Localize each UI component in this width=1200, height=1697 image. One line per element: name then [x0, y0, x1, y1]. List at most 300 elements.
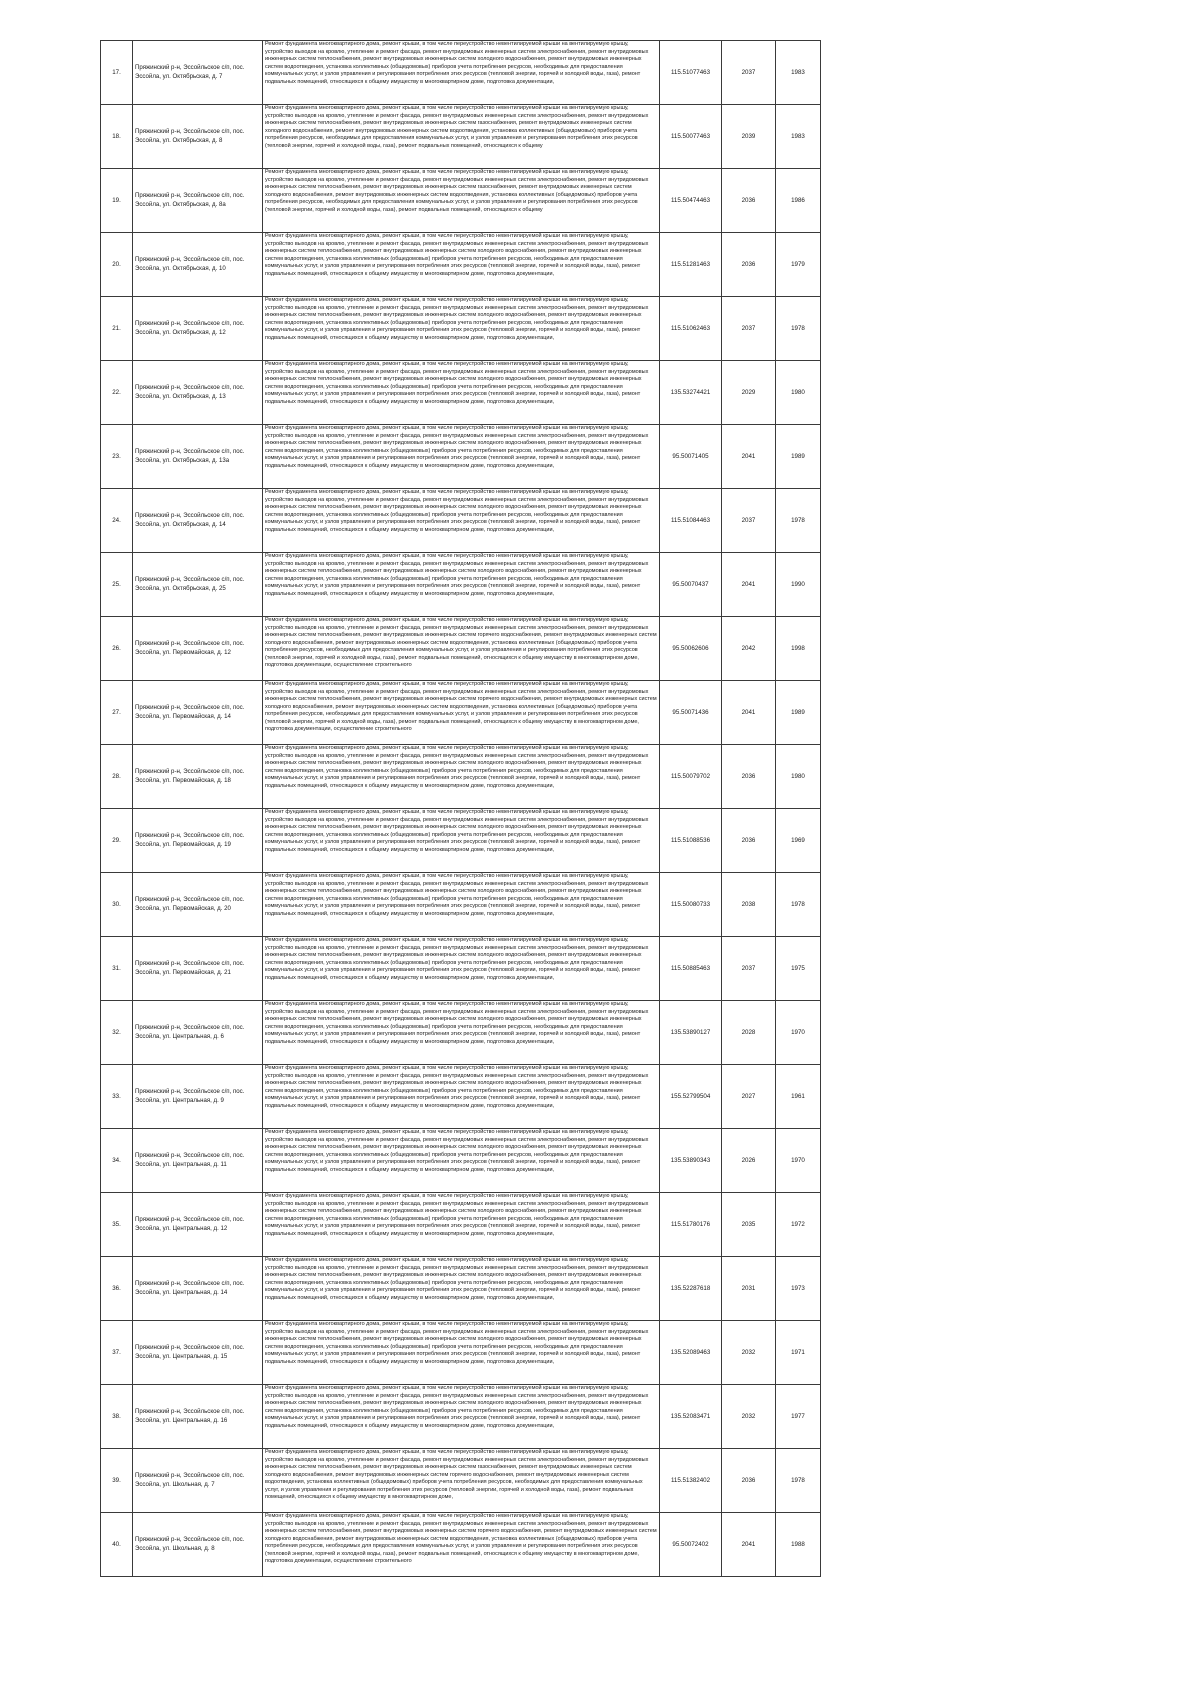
table-row — [101, 873, 821, 937]
planned-year-cell — [722, 425, 776, 489]
row-year-planned: 2029 — [741, 389, 756, 396]
address-cell — [133, 1385, 263, 1449]
built-year-cell — [776, 937, 821, 1001]
row-address: Пряжинский р-н, Эссойльское с/п, пос. Эссойла, ул. Первомайская, д. 21 — [135, 960, 245, 976]
row-number-cell — [101, 681, 133, 745]
table-row — [101, 1193, 821, 1257]
row-works: Ремонт фундамента многоквартирного дома, ремонт крыши, в том числе переустройство невентилируемой крыши на вентилируемую крышу, устройство выходов на кровлю, утепление и ремонт фасада, ремонт внутридомовых инженерных систем электроснабжения, ремонт внутридомовых инженерных систем теплоснабжения, ремонт внутридомовых инженерных систем холодного водоснабжения, ремонт внутридомовых инженерных систем водоотведения, установка коллективных (общедомовых) приборов учета потребления ресурсов, необходимых для предоставления коммунальных услуг, и узлов управления и регулирования потребления этих ресурсов (тепловой энергии, горячей и холодной воды, газа), ремонт подвальных помещений, относящихся к общему имуществу в многоквартирном доме, подготовка документации, — [265, 937, 649, 981]
row-value: 115.50474463 — [670, 197, 711, 204]
row-year-built: 1971 — [791, 1349, 805, 1356]
works-cell — [263, 553, 660, 617]
planned-year-cell — [722, 553, 776, 617]
row-works: Ремонт фундамента многоквартирного дома, ремонт крыши, в том числе переустройство невентилируемой крыши на вентилируемую крышу, устройство выходов на кровлю, утепление и ремонт фасада, ремонт внутридомовых инженерных систем электроснабжения, ремонт внутридомовых инженерных систем теплоснабжения, ремонт внутридомовых инженерных систем холодного водоснабжения, ремонт внутридомовых инженерных систем водоотведения, установка коллективных (общедомовых) приборов учета потребления ресурсов, необходимых для предоставления коммунальных услуг, и узлов управления и регулирования потребления этих ресурсов (тепловой энергии, горячей и холодной воды, газа), ремонт подвальных помещений, относящихся к общему имуществу в многоквартирном доме, подготовка документации, — [265, 1385, 649, 1429]
address-cell — [133, 1449, 263, 1513]
row-year-built: 1972 — [791, 1221, 805, 1228]
row-works: Ремонт фундамента многоквартирного дома, ремонт крыши, в том числе переустройство невентилируемой крыши на вентилируемую крышу, устройство выходов на кровлю, утепление и ремонт фасада, ремонт внутридомовых инженерных систем электроснабжения, ремонт внутридомовых инженерных систем теплоснабжения, ремонт внутридомовых инженерных систем холодного водоснабжения, ремонт внутридомовых инженерных систем водоотведения, установка коллективных (общедомовых) приборов учета потребления ресурсов, необходимых для предоставления коммунальных услуг, и узлов управления и регулирования потребления этих ресурсов (тепловой энергии, горячей и холодной воды, газа), ремонт подвальных помещений, относящихся к общему имуществу в многоквартирном доме, подготовка документации, — [265, 297, 649, 341]
row-number: 19. — [112, 197, 121, 204]
address-cell — [133, 361, 263, 425]
works-cell — [263, 1513, 660, 1577]
planned-year-cell — [722, 1513, 776, 1577]
planned-year-cell — [722, 1449, 776, 1513]
row-value: 135.52287618 — [670, 1285, 711, 1292]
row-works: Ремонт фундамента многоквартирного дома, ремонт крыши, в том числе переустройство невентилируемой крыши на вентилируемую крышу, устройство выходов на кровлю, утепление и ремонт фасада, ремонт внутридомовых инженерных систем электроснабжения, ремонт внутридомовых инженерных систем теплоснабжения, ремонт внутридомовых инженерных систем горячего водоснабжения, ремонт внутридомовых инженерных систем холодного водоснабжения, ремонт внутридомовых инженерных систем водоотведения, установка коллективных (общедомовых) приборов учета потребления ресурсов, необходимых для предоставления коммунальных услуг, и узлов управления и регулирования потребления этих ресурсов (тепловой энергии, горячей и холодной воды, газа), ремонт подвальных помещений, относящихся к общему имуществу в многоквартирном доме, подготовка документации, осуществление строительного — [265, 617, 657, 668]
table-row — [101, 553, 821, 617]
row-works: Ремонт фундамента многоквартирного дома, ремонт крыши, в том числе переустройство невентилируемой крыши на вентилируемую крышу, устройство выходов на кровлю, утепление и ремонт фасада, ремонт внутридомовых инженерных систем электроснабжения, ремонт внутридомовых инженерных систем теплоснабжения, ремонт внутридомовых инженерных систем холодного водоснабжения, ремонт внутридомовых инженерных систем водоотведения, установка коллективных (общедомовых) приборов учета потребления ресурсов, необходимых для предоставления коммунальных услуг, и узлов управления и регулирования потребления этих ресурсов (тепловой энергии, горячей и холодной воды, газа), ремонт подвальных помещений, относящихся к общему имуществу в многоквартирном доме, подготовка документации, — [265, 1321, 649, 1365]
built-year-cell — [776, 169, 821, 233]
built-year-cell — [776, 553, 821, 617]
table-row — [101, 1129, 821, 1193]
row-works: Ремонт фундамента многоквартирного дома, ремонт крыши, в том числе переустройство невентилируемой крыши на вентилируемую крышу, устройство выходов на кровлю, утепление и ремонт фасада, ремонт внутридомовых инженерных систем электроснабжения, ремонт внутридомовых инженерных систем теплоснабжения, ремонт внутридомовых инженерных систем холодного водоснабжения, ремонт внутридомовых инженерных систем водоотведения, установка коллективных (общедомовых) приборов учета потребления ресурсов, необходимых для предоставления коммунальных услуг, и узлов управления и регулирования потребления этих ресурсов (тепловой энергии, горячей и холодной воды, газа), ремонт подвальных помещений, относящихся к общему имуществу в многоквартирном доме, подготовка документации, — [265, 489, 649, 533]
row-address: Пряжинский р-н, Эссойльское с/п, пос. Эссойла, ул. Центральная, д. 15 — [135, 1344, 245, 1360]
row-year-planned: 2036 — [741, 197, 756, 204]
address-cell — [133, 1001, 263, 1065]
row-number: 31. — [112, 965, 121, 972]
address-cell — [133, 681, 263, 745]
built-year-cell — [776, 233, 821, 297]
row-year-built: 1979 — [791, 261, 805, 268]
address-cell — [133, 169, 263, 233]
row-works: Ремонт фундамента многоквартирного дома, ремонт крыши, в том числе переустройство невентилируемой крыши на вентилируемую крышу, устройство выходов на кровлю, утепление и ремонт фасада, ремонт внутридомовых инженерных систем электроснабжения, ремонт внутридомовых инженерных систем теплоснабжения, ремонт внутридомовых инженерных систем холодного водоснабжения, ремонт внутридомовых инженерных систем водоотведения, установка коллективных (общедомовых) приборов учета потребления ресурсов, необходимых для предоставления коммунальных услуг, и узлов управления и регулирования потребления этих ресурсов (тепловой энергии, горячей и холодной воды, газа), ремонт подвальных помещений, относящихся к общему имуществу в многоквартирном доме, подготовка документации, — [265, 1193, 649, 1237]
table-row — [101, 1385, 821, 1449]
address-cell — [133, 1321, 263, 1385]
row-year-built: 1973 — [791, 1285, 805, 1292]
address-cell — [133, 1065, 263, 1129]
row-address: Пряжинский р-н, Эссойльское с/п, пос. Эссойла, ул. Центральная, д. 12 — [135, 1216, 245, 1232]
built-year-cell — [776, 1129, 821, 1193]
table-row — [101, 1321, 821, 1385]
row-number-cell — [101, 233, 133, 297]
row-works: Ремонт фундамента многоквартирного дома, ремонт крыши, в том числе переустройство невентилируемой крыши на вентилируемую крышу, устройство выходов на кровлю, утепление и ремонт фасада, ремонт внутридомовых инженерных систем электроснабжения, ремонт внутридомовых инженерных систем теплоснабжения, ремонт внутридомовых инженерных систем холодного водоснабжения, ремонт внутридомовых инженерных систем водоотведения, установка коллективных (общедомовых) приборов учета потребления ресурсов, необходимых для предоставления коммунальных услуг, и узлов управления и регулирования потребления этих ресурсов (тепловой энергии, горячей и холодной воды, газа), ремонт подвальных помещений, относящихся к общему имуществу в многоквартирном доме, подготовка документации, — [265, 553, 649, 597]
row-number-cell — [101, 105, 133, 169]
value-cell — [660, 1257, 722, 1321]
value-cell — [660, 1065, 722, 1129]
row-year-built: 1989 — [791, 453, 805, 460]
row-value: 135.52083471 — [670, 1413, 711, 1420]
row-value: 135.52089463 — [670, 1349, 711, 1356]
row-year-planned: 2036 — [741, 1477, 756, 1484]
table-row — [101, 425, 821, 489]
row-address: Пряжинский р-н, Эссойльское с/п, пос. Эссойла, ул. Октябрьская, д. 13а — [135, 448, 245, 464]
row-works: Ремонт фундамента многоквартирного дома, ремонт крыши, в том числе переустройство невентилируемой крыши на вентилируемую крышу, устройство выходов на кровлю, утепление и ремонт фасада, ремонт внутридомовых инженерных систем электроснабжения, ремонт внутридомовых инженерных систем теплоснабжения, ремонт внутридомовых инженерных систем газоснабжения, ремонт внутридомовых инженерных систем холодного водоснабжения, ремонт внутридомовых инженерных систем водоотведения, установка коллективных (общедомовых) приборов учета потребления ресурсов, необходимых для предоставления коммунальных услуг, и узлов управления и регулирования потребления этих ресурсов (тепловой энергии, горячей и холодной воды, газа), ремонт подвальных помещений, относящихся к общему — [265, 169, 649, 213]
value-cell — [660, 297, 722, 361]
row-works: Ремонт фундамента многоквартирного дома, ремонт крыши, в том числе переустройство невентилируемой крыши на вентилируемую крышу, устройство выходов на кровлю, утепление и ремонт фасада, ремонт внутридомовых инженерных систем электроснабжения, ремонт внутридомовых инженерных систем теплоснабжения, ремонт внутридомовых инженерных систем холодного водоснабжения, ремонт внутридомовых инженерных систем водоотведения, установка коллективных (общедомовых) приборов учета потребления ресурсов, необходимых для предоставления коммунальных услуг, и узлов управления и регулирования потребления этих ресурсов (тепловой энергии, горячей и холодной воды, газа), ремонт подвальных помещений, относящихся к общему имуществу в многоквартирном доме, подготовка документации, — [265, 1065, 649, 1109]
row-number: 17. — [112, 69, 121, 76]
row-value: 95.50062606 — [672, 645, 709, 652]
row-number: 27. — [112, 709, 121, 716]
row-number-cell — [101, 617, 133, 681]
built-year-cell — [776, 745, 821, 809]
row-works: Ремонт фундамента многоквартирного дома, ремонт крыши, в том числе переустройство невентилируемой крыши на вентилируемую крышу, устройство выходов на кровлю, утепление и ремонт фасада, ремонт внутридомовых инженерных систем электроснабжения, ремонт внутридомовых инженерных систем теплоснабжения, ремонт внутридомовых инженерных систем холодного водоснабжения, ремонт внутридомовых инженерных систем водоотведения, установка коллективных (общедомовых) приборов учета потребления ресурсов, необходимых для предоставления коммунальных услуг, и узлов управления и регулирования потребления этих ресурсов (тепловой энергии, горячей и холодной воды, газа), ремонт подвальных помещений, относящихся к общему имуществу в многоквартирном доме, подготовка документации, — [265, 233, 649, 277]
row-year-built: 1989 — [791, 709, 805, 716]
row-year-planned: 2032 — [741, 1413, 756, 1420]
planned-year-cell — [722, 1193, 776, 1257]
works-cell — [263, 361, 660, 425]
value-cell — [660, 809, 722, 873]
table-row — [101, 937, 821, 1001]
row-year-built: 1998 — [791, 645, 805, 652]
row-year-planned: 2031 — [741, 1285, 756, 1292]
row-number: 35. — [112, 1221, 121, 1228]
row-value: 115.50077463 — [670, 133, 711, 140]
row-works: Ремонт фундамента многоквартирного дома, ремонт крыши, в том числе переустройство невентилируемой крыши на вентилируемую крышу, устройство выходов на кровлю, утепление и ремонт фасада, ремонт внутридомовых инженерных систем электроснабжения, ремонт внутридомовых инженерных систем теплоснабжения, ремонт внутридомовых инженерных систем холодного водоснабжения, ремонт внутридомовых инженерных систем водоотведения, установка коллективных (общедомовых) приборов учета потребления ресурсов, необходимых для предоставления коммунальных услуг, и узлов управления и регулирования потребления этих ресурсов (тепловой энергии, горячей и холодной воды, газа), ремонт подвальных помещений, относящихся к общему имуществу в многоквартирном доме, подготовка документации, — [265, 425, 649, 469]
row-year-built: 1969 — [791, 837, 805, 844]
row-number: 24. — [112, 517, 121, 524]
row-works: Ремонт фундамента многоквартирного дома, ремонт крыши, в том числе переустройство невентилируемой крыши на вентилируемую крышу, устройство выходов на кровлю, утепление и ремонт фасада, ремонт внутридомовых инженерных систем электроснабжения, ремонт внутридомовых инженерных систем теплоснабжения, ремонт внутридомовых инженерных систем холодного водоснабжения, ремонт внутридомовых инженерных систем водоотведения, установка коллективных (общедомовых) приборов учета потребления ресурсов, необходимых для предоставления коммунальных услуг, и узлов управления и регулирования потребления этих ресурсов (тепловой энергии, горячей и холодной воды, газа), ремонт подвальных помещений, относящихся к общему имуществу в многоквартирном доме, подготовка документации, — [265, 809, 649, 853]
planned-year-cell — [722, 745, 776, 809]
value-cell — [660, 937, 722, 1001]
row-works: Ремонт фундамента многоквартирного дома, ремонт крыши, в том числе переустройство невентилируемой крыши на вентилируемую крышу, устройство выходов на кровлю, утепление и ремонт фасада, ремонт внутридомовых инженерных систем электроснабжения, ремонт внутридомовых инженерных систем теплоснабжения, ремонт внутридомовых инженерных систем газоснабжения, ремонт внутридомовых инженерных систем холодного водоснабжения, ремонт внутридомовых инженерных систем водоотведения, установка коллективных (общедомовых) приборов учета потребления ресурсов, необходимых для предоставления коммунальных услуг, и узлов управления и регулирования потребления этих ресурсов (тепловой энергии, горячей и холодной воды, газа), ремонт подвальных помещений, относящихся к общему — [265, 105, 649, 149]
built-year-cell — [776, 681, 821, 745]
table-row — [101, 361, 821, 425]
row-year-planned: 2037 — [741, 325, 756, 332]
row-number-cell — [101, 1513, 133, 1577]
planned-year-cell — [722, 1257, 776, 1321]
row-works: Ремонт фундамента многоквартирного дома, ремонт крыши, в том числе переустройство невентилируемой крыши на вентилируемую крышу, устройство выходов на кровлю, утепление и ремонт фасада, ремонт внутридомовых инженерных систем электроснабжения, ремонт внутридомовых инженерных систем теплоснабжения, ремонт внутридомовых инженерных систем газоснабжения, ремонт внутридомовых инженерных систем холодного водоснабжения, ремонт внутридомовых инженерных систем горячего водоснабжения, ремонт внутридомовых инженерных систем водоотведения, установка коллективных (общедомовых) приборов учета потребления ресурсов, необходимых для предоставления коммунальных услуг, и узлов управления и регулирования потребления этих ресурсов (тепловой энергии, горячей и холодной воды, газа), ремонт подвальных помещений, относящихся к общему имуществу в многоквартирном доме, — [265, 1449, 649, 1500]
row-number-cell — [101, 41, 133, 105]
row-year-built: 1980 — [791, 773, 805, 780]
row-year-planned: 2039 — [741, 133, 756, 140]
row-number: 23. — [112, 453, 121, 460]
row-year-planned: 2037 — [741, 965, 756, 972]
row-number-cell — [101, 745, 133, 809]
works-cell — [263, 745, 660, 809]
row-year-built: 1980 — [791, 389, 805, 396]
address-cell — [133, 553, 263, 617]
table-row — [101, 681, 821, 745]
table-row — [101, 745, 821, 809]
planned-year-cell — [722, 1065, 776, 1129]
row-number-cell — [101, 361, 133, 425]
address-cell — [133, 41, 263, 105]
row-number: 36. — [112, 1285, 121, 1292]
row-address: Пряжинский р-н, Эссойльское с/п, пос. Эссойла, ул. Первомайская, д. 14 — [135, 704, 245, 720]
value-cell — [660, 105, 722, 169]
value-cell — [660, 425, 722, 489]
address-cell — [133, 1513, 263, 1577]
row-number-cell — [101, 553, 133, 617]
row-number-cell — [101, 1321, 133, 1385]
row-works: Ремонт фундамента многоквартирного дома, ремонт крыши, в том числе переустройство невентилируемой крыши на вентилируемую крышу, устройство выходов на кровлю, утепление и ремонт фасада, ремонт внутридомовых инженерных систем электроснабжения, ремонт внутридомовых инженерных систем теплоснабжения, ремонт внутридомовых инженерных систем холодного водоснабжения, ремонт внутридомовых инженерных систем водоотведения, установка коллективных (общедомовых) приборов учета потребления ресурсов, необходимых для предоставления коммунальных услуг, и узлов управления и регулирования потребления этих ресурсов (тепловой энергии, горячей и холодной воды, газа), ремонт подвальных помещений, относящихся к общему имуществу в многоквартирном доме, подготовка документации, — [265, 745, 649, 789]
row-year-built: 1970 — [791, 1029, 805, 1036]
works-cell — [263, 297, 660, 361]
value-cell — [660, 361, 722, 425]
row-works: Ремонт фундамента многоквартирного дома, ремонт крыши, в том числе переустройство невентилируемой крыши на вентилируемую крышу, устройство выходов на кровлю, утепление и ремонт фасада, ремонт внутридомовых инженерных систем электроснабжения, ремонт внутридомовых инженерных систем теплоснабжения, ремонт внутридомовых инженерных систем холодного водоснабжения, ремонт внутридомовых инженерных систем водоотведения, установка коллективных (общедомовых) приборов учета потребления ресурсов, необходимых для предоставления коммунальных услуг, и узлов управления и регулирования потребления этих ресурсов (тепловой энергии, горячей и холодной воды, газа), ремонт подвальных помещений, относящихся к общему имуществу в многоквартирном доме, подготовка документации, — [265, 1001, 649, 1045]
built-year-cell — [776, 1513, 821, 1577]
works-cell — [263, 1001, 660, 1065]
value-cell — [660, 489, 722, 553]
row-address: Пряжинский р-н, Эссойльское с/п, пос. Эссойла, ул. Центральная, д. 16 — [135, 1408, 245, 1424]
row-number-cell — [101, 297, 133, 361]
row-year-built: 1988 — [791, 1541, 805, 1548]
planned-year-cell — [722, 617, 776, 681]
row-year-built: 1978 — [791, 517, 805, 524]
row-number-cell — [101, 1449, 133, 1513]
address-cell — [133, 1193, 263, 1257]
planned-year-cell — [722, 105, 776, 169]
row-year-planned: 2026 — [741, 1157, 756, 1164]
row-year-built: 1961 — [791, 1093, 805, 1100]
row-number-cell — [101, 1385, 133, 1449]
row-value: 155.52799504 — [670, 1093, 711, 1100]
planned-year-cell — [722, 1385, 776, 1449]
row-number-cell — [101, 169, 133, 233]
row-value: 115.51062463 — [670, 325, 711, 332]
address-cell — [133, 873, 263, 937]
row-number: 25. — [112, 581, 121, 588]
built-year-cell — [776, 1001, 821, 1065]
row-address: Пряжинский р-н, Эссойльское с/п, пос. Эссойла, ул. Центральная, д. 9 — [135, 1088, 245, 1104]
value-cell — [660, 745, 722, 809]
planned-year-cell — [722, 169, 776, 233]
row-year-built: 1977 — [791, 1413, 805, 1420]
row-number: 22. — [112, 389, 121, 396]
row-number: 26. — [112, 645, 121, 652]
works-cell — [263, 105, 660, 169]
row-address: Пряжинский р-н, Эссойльское с/п, пос. Эссойла, ул. Октябрьская, д. 13 — [135, 384, 245, 400]
value-cell — [660, 169, 722, 233]
row-year-built: 1983 — [791, 69, 805, 76]
row-number-cell — [101, 489, 133, 553]
works-cell — [263, 41, 660, 105]
row-number-cell — [101, 1001, 133, 1065]
repair-schedule-table — [100, 40, 821, 1577]
planned-year-cell — [722, 233, 776, 297]
row-year-planned: 2032 — [741, 1349, 756, 1356]
value-cell — [660, 41, 722, 105]
row-number: 38. — [112, 1413, 121, 1420]
row-address: Пряжинский р-н, Эссойльское с/п, пос. Эссойла, ул. Октябрьская, д. 12 — [135, 320, 245, 336]
planned-year-cell — [722, 489, 776, 553]
value-cell — [660, 1001, 722, 1065]
row-year-planned: 2037 — [741, 69, 756, 76]
works-cell — [263, 233, 660, 297]
row-number: 40. — [112, 1541, 121, 1548]
row-address: Пряжинский р-н, Эссойльское с/п, пос. Эссойла, ул. Школьная, д. 8 — [135, 1536, 245, 1552]
row-number: 20. — [112, 261, 121, 268]
row-value: 115.50080733 — [670, 901, 711, 908]
row-year-built: 1978 — [791, 325, 805, 332]
planned-year-cell — [722, 937, 776, 1001]
address-cell — [133, 745, 263, 809]
value-cell — [660, 1385, 722, 1449]
address-cell — [133, 105, 263, 169]
built-year-cell — [776, 489, 821, 553]
row-address: Пряжинский р-н, Эссойльское с/п, пос. Эссойла, ул. Центральная, д. 11 — [135, 1152, 245, 1168]
row-value: 95.50070437 — [672, 581, 709, 588]
address-cell — [133, 617, 263, 681]
row-address: Пряжинский р-н, Эссойльское с/п, пос. Эссойла, ул. Первомайская, д. 18 — [135, 768, 245, 784]
address-cell — [133, 489, 263, 553]
built-year-cell — [776, 617, 821, 681]
row-works: Ремонт фундамента многоквартирного дома, ремонт крыши, в том числе переустройство невентилируемой крыши на вентилируемую крышу, устройство выходов на кровлю, утепление и ремонт фасада, ремонт внутридомовых инженерных систем электроснабжения, ремонт внутридомовых инженерных систем теплоснабжения, ремонт внутридомовых инженерных систем холодного водоснабжения, ремонт внутридомовых инженерных систем водоотведения, установка коллективных (общедомовых) приборов учета потребления ресурсов, необходимых для предоставления коммунальных услуг, и узлов управления и регулирования потребления этих ресурсов (тепловой энергии, горячей и холодной воды, газа), ремонт подвальных помещений, относящихся к общему имуществу в многоквартирном доме, подготовка документации, — [265, 41, 649, 85]
table-row — [101, 1513, 821, 1577]
row-address: Пряжинский р-н, Эссойльское с/п, пос. Эссойла, ул. Октябрьская, д. 8а — [135, 192, 245, 208]
built-year-cell — [776, 1193, 821, 1257]
row-number-cell — [101, 1065, 133, 1129]
planned-year-cell — [722, 1001, 776, 1065]
table-row — [101, 233, 821, 297]
works-cell — [263, 1193, 660, 1257]
works-cell — [263, 1065, 660, 1129]
row-value: 115.51780176 — [670, 1221, 711, 1228]
row-year-built: 1970 — [791, 1157, 805, 1164]
works-cell — [263, 1385, 660, 1449]
row-year-planned: 2038 — [741, 901, 756, 908]
address-cell — [133, 297, 263, 361]
row-address: Пряжинский р-н, Эссойльское с/п, пос. Эссойла, ул. Школьная, д. 7 — [135, 1472, 245, 1488]
table-row — [101, 809, 821, 873]
built-year-cell — [776, 425, 821, 489]
table-row — [101, 105, 821, 169]
row-year-built: 1986 — [791, 197, 805, 204]
built-year-cell — [776, 1321, 821, 1385]
row-address: Пряжинский р-н, Эссойльское с/п, пос. Эссойла, ул. Октябрьская, д. 7 — [135, 64, 245, 80]
built-year-cell — [776, 809, 821, 873]
row-works: Ремонт фундамента многоквартирного дома, ремонт крыши, в том числе переустройство невентилируемой крыши на вентилируемую крышу, устройство выходов на кровлю, утепление и ремонт фасада, ремонт внутридомовых инженерных систем электроснабжения, ремонт внутридомовых инженерных систем теплоснабжения, ремонт внутридомовых инженерных систем горячего водоснабжения, ремонт внутридомовых инженерных систем холодного водоснабжения, ремонт внутридомовых инженерных систем водоотведения, установка коллективных (общедомовых) приборов учета потребления ресурсов, необходимых для предоставления коммунальных услуг, и узлов управления и регулирования потребления этих ресурсов (тепловой энергии, горячей и холодной воды, газа), ремонт подвальных помещений, относящихся к общему имуществу в многоквартирном доме, подготовка документации, осуществление строительного — [265, 681, 657, 732]
works-cell — [263, 809, 660, 873]
value-cell — [660, 1129, 722, 1193]
table-row — [101, 617, 821, 681]
planned-year-cell — [722, 681, 776, 745]
built-year-cell — [776, 361, 821, 425]
row-address: Пряжинский р-н, Эссойльское с/п, пос. Эссойла, ул. Центральная, д. 6 — [135, 1024, 245, 1040]
built-year-cell — [776, 297, 821, 361]
row-number-cell — [101, 1257, 133, 1321]
built-year-cell — [776, 1065, 821, 1129]
row-year-planned: 2035 — [741, 1221, 756, 1228]
row-value: 115.51382402 — [670, 1477, 711, 1484]
address-cell — [133, 1257, 263, 1321]
row-works: Ремонт фундамента многоквартирного дома, ремонт крыши, в том числе переустройство невентилируемой крыши на вентилируемую крышу, устройство выходов на кровлю, утепление и ремонт фасада, ремонт внутридомовых инженерных систем электроснабжения, ремонт внутридомовых инженерных систем теплоснабжения, ремонт внутридомовых инженерных систем холодного водоснабжения, ремонт внутридомовых инженерных систем водоотведения, установка коллективных (общедомовых) приборов учета потребления ресурсов, необходимых для предоставления коммунальных услуг, и узлов управления и регулирования потребления этих ресурсов (тепловой энергии, горячей и холодной воды, газа), ремонт подвальных помещений, относящихся к общему имуществу в многоквартирном доме, подготовка документации, — [265, 873, 649, 917]
row-number: 39. — [112, 1477, 121, 1484]
address-cell — [133, 1129, 263, 1193]
address-cell — [133, 809, 263, 873]
row-number: 37. — [112, 1349, 121, 1356]
row-value: 115.51088536 — [670, 837, 711, 844]
works-cell — [263, 1257, 660, 1321]
row-year-planned: 2037 — [741, 517, 756, 524]
row-value: 115.51281463 — [670, 261, 711, 268]
row-value: 135.53274421 — [670, 389, 711, 396]
row-number: 21. — [112, 325, 121, 332]
row-works: Ремонт фундамента многоквартирного дома, ремонт крыши, в том числе переустройство невентилируемой крыши на вентилируемую крышу, устройство выходов на кровлю, утепление и ремонт фасада, ремонт внутридомовых инженерных систем электроснабжения, ремонт внутридомовых инженерных систем теплоснабжения, ремонт внутридомовых инженерных систем холодного водоснабжения, ремонт внутридомовых инженерных систем водоотведения, установка коллективных (общедомовых) приборов учета потребления ресурсов, необходимых для предоставления коммунальных услуг, и узлов управления и регулирования потребления этих ресурсов (тепловой энергии, горячей и холодной воды, газа), ремонт подвальных помещений, относящихся к общему имуществу в многоквартирном доме, подготовка документации, — [265, 361, 649, 405]
address-cell — [133, 425, 263, 489]
row-value: 135.53890343 — [670, 1157, 711, 1164]
built-year-cell — [776, 1449, 821, 1513]
table-row — [101, 1449, 821, 1513]
row-year-planned: 2041 — [741, 581, 756, 588]
row-works: Ремонт фундамента многоквартирного дома, ремонт крыши, в том числе переустройство невентилируемой крыши на вентилируемую крышу, устройство выходов на кровлю, утепление и ремонт фасада, ремонт внутридомовых инженерных систем электроснабжения, ремонт внутридомовых инженерных систем теплоснабжения, ремонт внутридомовых инженерных систем холодного водоснабжения, ремонт внутридомовых инженерных систем водоотведения, установка коллективных (общедомовых) приборов учета потребления ресурсов, необходимых для предоставления коммунальных услуг, и узлов управления и регулирования потребления этих ресурсов (тепловой энергии, горячей и холодной воды, газа), ремонт подвальных помещений, относящихся к общему имуществу в многоквартирном доме, подготовка документации, — [265, 1257, 649, 1301]
row-year-planned: 2042 — [741, 645, 756, 652]
row-number-cell — [101, 1129, 133, 1193]
row-address: Пряжинский р-н, Эссойльское с/п, пос. Эссойла, ул. Первомайская, д. 19 — [135, 832, 245, 848]
works-cell — [263, 169, 660, 233]
row-number-cell — [101, 1193, 133, 1257]
value-cell — [660, 1513, 722, 1577]
works-cell — [263, 937, 660, 1001]
row-value: 95.50071436 — [672, 709, 709, 716]
row-value: 95.50072402 — [672, 1541, 709, 1548]
planned-year-cell — [722, 1129, 776, 1193]
value-cell — [660, 681, 722, 745]
value-cell — [660, 1449, 722, 1513]
planned-year-cell — [722, 297, 776, 361]
repair-schedule-sheet — [100, 40, 808, 1577]
row-number: 34. — [112, 1157, 121, 1164]
row-value: 115.50885463 — [670, 965, 711, 972]
row-number-cell — [101, 873, 133, 937]
value-cell — [660, 873, 722, 937]
row-address: Пряжинский р-н, Эссойльское с/п, пос. Эссойла, ул. Октябрьская, д. 14 — [135, 512, 245, 528]
planned-year-cell — [722, 1321, 776, 1385]
row-year-planned: 2028 — [741, 1029, 756, 1036]
table-row — [101, 1001, 821, 1065]
row-address: Пряжинский р-н, Эссойльское с/п, пос. Эссойла, ул. Первомайская, д. 20 — [135, 896, 245, 912]
row-year-planned: 2041 — [741, 453, 756, 460]
table-row — [101, 489, 821, 553]
row-address: Пряжинский р-н, Эссойльское с/п, пос. Эссойла, ул. Октябрьская, д. 8 — [135, 128, 245, 144]
row-works: Ремонт фундамента многоквартирного дома, ремонт крыши, в том числе переустройство невентилируемой крыши на вентилируемую крышу, устройство выходов на кровлю, утепление и ремонт фасада, ремонт внутридомовых инженерных систем электроснабжения, ремонт внутридомовых инженерных систем теплоснабжения, ремонт внутридомовых инженерных систем холодного водоснабжения, ремонт внутридомовых инженерных систем водоотведения, установка коллективных (общедомовых) приборов учета потребления ресурсов, необходимых для предоставления коммунальных услуг, и узлов управления и регулирования потребления этих ресурсов (тепловой энергии, горячей и холодной воды, газа), ремонт подвальных помещений, относящихся к общему имуществу в многоквартирном доме, подготовка документации, — [265, 1129, 649, 1173]
row-number-cell — [101, 937, 133, 1001]
row-address: Пряжинский р-н, Эссойльское с/п, пос. Эссойла, ул. Центральная, д. 14 — [135, 1280, 245, 1296]
row-year-built: 1983 — [791, 133, 805, 140]
row-year-planned: 2041 — [741, 709, 756, 716]
row-value: 135.53890127 — [670, 1029, 711, 1036]
works-cell — [263, 617, 660, 681]
row-number: 32. — [112, 1029, 121, 1036]
value-cell — [660, 1321, 722, 1385]
row-year-built: 1975 — [791, 965, 805, 972]
works-cell — [263, 425, 660, 489]
row-year-planned: 2036 — [741, 773, 756, 780]
table-row — [101, 1257, 821, 1321]
row-year-planned: 2036 — [741, 837, 756, 844]
table-row — [101, 1065, 821, 1129]
built-year-cell — [776, 873, 821, 937]
row-number: 18. — [112, 133, 121, 140]
row-number: 29. — [112, 837, 121, 844]
value-cell — [660, 233, 722, 297]
works-cell — [263, 489, 660, 553]
built-year-cell — [776, 1385, 821, 1449]
row-year-planned: 2036 — [741, 261, 756, 268]
row-value: 115.51077463 — [670, 69, 711, 76]
row-year-built: 1990 — [791, 581, 805, 588]
row-address: Пряжинский р-н, Эссойльское с/п, пос. Эссойла, ул. Октябрьская, д. 25 — [135, 576, 245, 592]
row-year-planned: 2041 — [741, 1541, 756, 1548]
row-value: 95.50071405 — [672, 453, 709, 460]
planned-year-cell — [722, 41, 776, 105]
row-value: 115.51084463 — [670, 517, 711, 524]
row-address: Пряжинский р-н, Эссойльское с/п, пос. Эссойла, ул. Октябрьская, д. 10 — [135, 256, 245, 272]
row-value: 115.50079702 — [670, 773, 711, 780]
row-number: 33. — [112, 1093, 121, 1100]
built-year-cell — [776, 1257, 821, 1321]
works-cell — [263, 681, 660, 745]
address-cell — [133, 937, 263, 1001]
table-row — [101, 41, 821, 105]
row-year-built: 1978 — [791, 901, 805, 908]
built-year-cell — [776, 105, 821, 169]
row-number-cell — [101, 425, 133, 489]
works-cell — [263, 1321, 660, 1385]
row-year-planned: 2027 — [741, 1093, 756, 1100]
works-cell — [263, 1449, 660, 1513]
row-year-built: 1978 — [791, 1477, 805, 1484]
table-row — [101, 297, 821, 361]
value-cell — [660, 1193, 722, 1257]
row-address: Пряжинский р-н, Эссойльское с/п, пос. Эссойла, ул. Первомайская, д. 12 — [135, 640, 245, 656]
